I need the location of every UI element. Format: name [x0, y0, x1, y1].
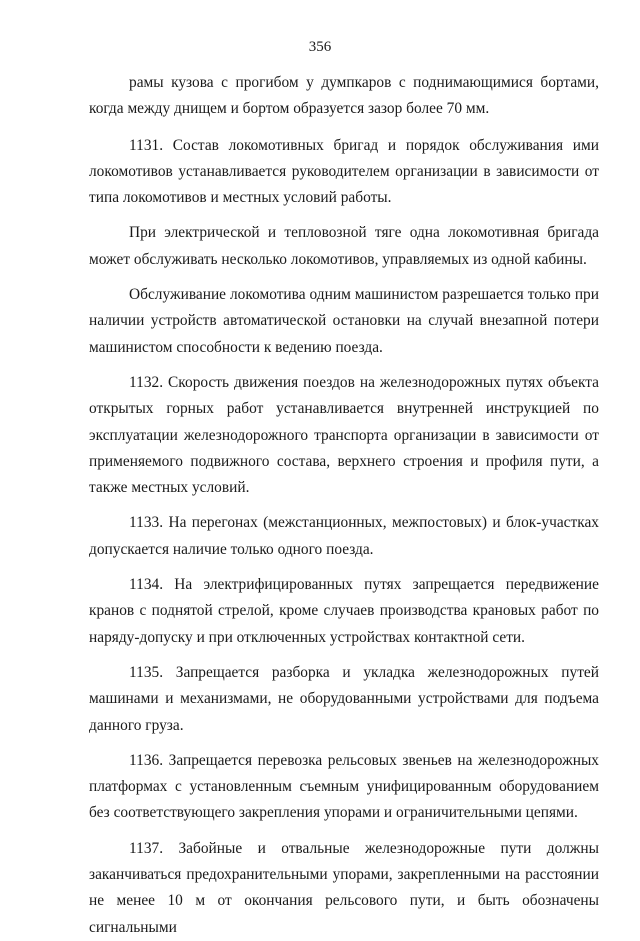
paragraph-1131: 1131. Состав локомотивных бригад и порядок обслуживания ими локомотивов устанавливается руководителем организации в зависимости от типа локомотивов и местных условий работы. [89, 136, 599, 207]
paragraph-1133: 1133. На перегонах (межстанционных, межпостовых) и блок-участках допускается наличие только одного поезда. [89, 514, 599, 558]
page-body [89, 70, 599, 941]
paragraph-electric-traction: При электрической и тепловозной тяге одна локомотивная бригада может обслуживать несколько локомотивов, управляемых из одной кабины. [89, 224, 599, 268]
paragraph-single-driver: Обслуживание локомотива одним машинистом разрешается только при наличии устройств автоматической остановки на случай внезапной потери машинистом способности к ведению поезда. [89, 286, 599, 356]
page-number: 356 [308, 39, 332, 55]
paragraph-1132: 1132. Скорость движения поездов на железнодорожных путях объекта открытых горных работ устанавливается внутренней инструкцией по эксплуатации железнодорожного транспорта организации в зависимости от применяемого подвижного состава, верхнего строения и профиля пути, а также местных условий. [89, 373, 599, 497]
paragraph-1134: 1134. На электрифицированных путях запрещается передвижение кранов с поднятой стрелой, кроме случаев производства крановых работ по наряду-допуску и при отключенных устройствах контактной сети. [89, 576, 599, 646]
paragraph-continuation: рамы кузова с прогибом у думпкаров с поднимающимися бортами, когда между днищем и бортом образуется зазор более 70 мм. [89, 74, 599, 118]
paragraph-1137: 1137. Забойные и отвальные железнодорожные пути должны заканчиваться предохранительными упорами, закрепленными на расстоянии не менее 10 м от окончания рельсового пути, и быть обозначены сигнальными [89, 839, 599, 936]
paragraph-1135: 1135. Запрещается разборка и укладка железнодорожных путей машинами и механизмами, не оборудованными устройствами для подъема данного груза. [89, 663, 599, 734]
paragraph-1136: 1136. Запрещается перевозка рельсовых звеньев на железнодорожных платформах с установленным съемным унифицированным оборудованием без соответствующего закрепления упорами и ограничительными цепями. [89, 751, 599, 822]
